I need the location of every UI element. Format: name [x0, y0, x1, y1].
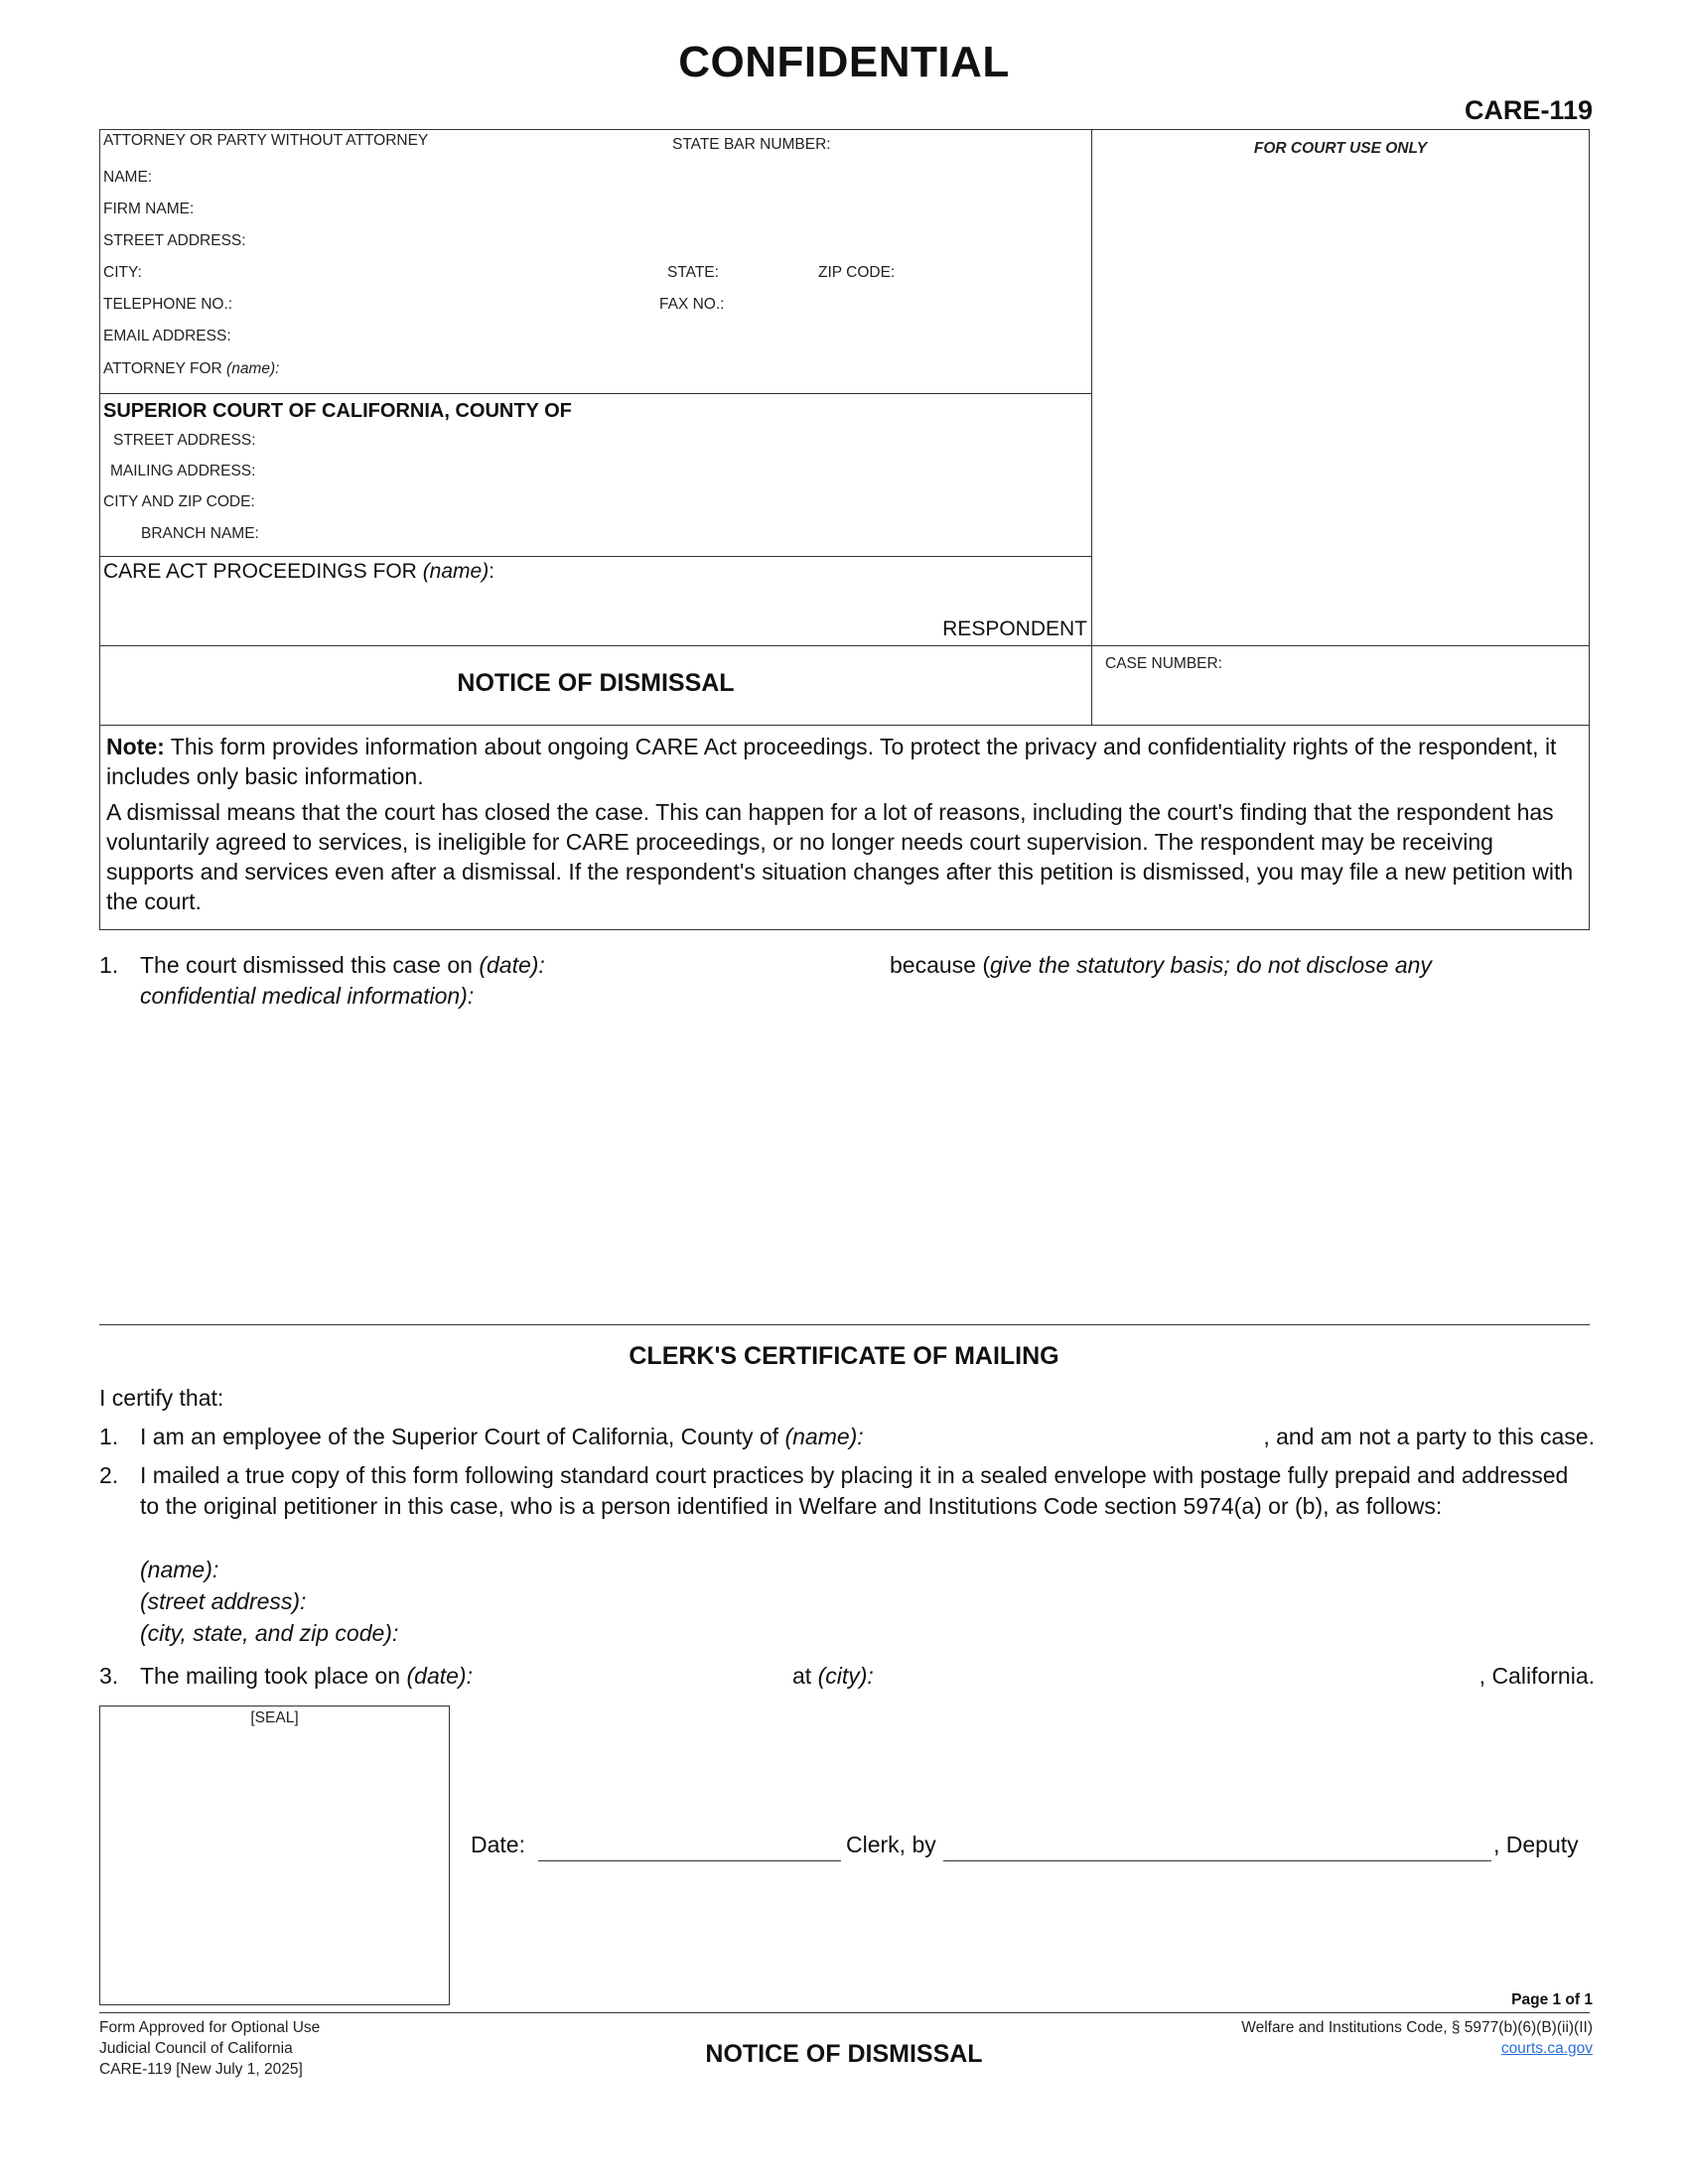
form-title: NOTICE OF DISMISSAL	[457, 669, 735, 697]
cert-item1-end: , and am not a party to this case.	[1263, 1424, 1595, 1449]
email-label: EMAIL ADDRESS:	[103, 328, 231, 344]
cert-item2-text: I mailed a true copy of this form following standard court practices by placing it in a sealed envelope with postage fully prepaid and addressed to the original petitioner in this case, who is a person identified in Welfare and Institutions Code section 5974(a) or (b), as follows:	[140, 1462, 1569, 1519]
confidential-heading: CONFIDENTIAL	[678, 38, 1010, 86]
court-proceedings-divider	[99, 556, 1092, 557]
attorney-name-label: NAME:	[103, 169, 153, 186]
note-box	[99, 726, 1590, 930]
footer-left-3: CARE-119 [New July 1, 2025]	[99, 2061, 303, 2078]
item1-because-hint: give the statutory basis; do not disclose any	[990, 952, 1432, 978]
attorney-street-label: STREET ADDRESS:	[103, 232, 246, 249]
courts-website-link[interactable]: courts.ca.gov	[1500, 2040, 1593, 2057]
item1-because-text: because (	[890, 952, 991, 978]
attorney-zip-label: ZIP CODE:	[818, 264, 896, 281]
proceedings-text: CARE ACT PROCEEDINGS FOR	[103, 560, 417, 583]
seal-label: [SEAL]	[250, 1709, 299, 1726]
footer-rule	[99, 2012, 1590, 2013]
cert-item2-name: (name):	[140, 1557, 219, 1582]
certify-line: I certify that:	[99, 1385, 224, 1411]
cert-item3-city-hint: (city):	[817, 1663, 874, 1689]
court-street-label: STREET ADDRESS:	[113, 432, 256, 449]
court-branch-label: BRANCH NAME:	[141, 525, 259, 542]
proceedings-name-hint: (name)	[422, 560, 490, 583]
court-mailing-label: MAILING ADDRESS:	[110, 463, 256, 479]
attorney-box-title: ATTORNEY OR PARTY WITHOUT ATTORNEY	[103, 132, 429, 149]
attorney-city-label: CITY:	[103, 264, 142, 281]
cert-item1-number: 1.	[99, 1424, 119, 1449]
item1-number: 1.	[99, 952, 119, 978]
note-paragraph-1	[106, 732, 1581, 791]
item1-because-hint-2: confidential medical information):	[140, 983, 475, 1009]
footer-right-1: Welfare and Institutions Code, § 5977(b)(6)(B)(ii)(II)	[1241, 2019, 1593, 2036]
deputy-label: , Deputy	[1493, 1832, 1579, 1857]
court-city-zip-label: CITY AND ZIP CODE:	[103, 493, 255, 510]
note-label: Note:	[106, 734, 165, 759]
item1-text	[140, 950, 545, 981]
cert-item3-number: 3.	[99, 1663, 119, 1689]
caption-box	[99, 129, 1590, 726]
title-row-divider	[99, 645, 1590, 646]
certificate-title: CLERK'S CERTIFICATE OF MAILING	[629, 1342, 1059, 1370]
firm-name-label: FIRM NAME:	[103, 201, 195, 217]
seal-box	[99, 1706, 450, 2005]
note-text-1: This form provides information about ongoing CARE Act proceedings. To protect the privacy and confidentiality rights of the respondent, it includes only basic information.	[106, 734, 1557, 789]
court-title: SUPERIOR COURT OF CALIFORNIA, COUNTY OF	[103, 400, 572, 422]
cert-item3-end: , California.	[1478, 1663, 1595, 1689]
item1-date-hint: (date):	[479, 952, 545, 978]
certificate-separator	[99, 1324, 1590, 1325]
court-use-only-label: FOR COURT USE ONLY	[1253, 140, 1428, 157]
cert-item3-main: The mailing took place on	[140, 1663, 401, 1689]
item1-because	[890, 950, 1432, 981]
footer-title: NOTICE OF DISMISSAL	[705, 2040, 983, 2068]
proceedings-label	[103, 560, 494, 584]
cert-item3-at	[792, 1661, 874, 1692]
note-paragraph-2: A dismissal means that the court has closed the case. This can happen for a lot of reasons, including the court's finding that the respondent has voluntarily agreed to services, is ineligible for CARE proceedings, or no longer needs court supervision. The respondent may be receiving supports and services even after a dismissal. If the respondent's situation changes after this petition is dismissed, you may file a new petition with the court.	[106, 799, 1574, 914]
cert-item3-text	[140, 1661, 473, 1692]
cert-item2-city: (city, state, and zip code):	[140, 1620, 399, 1646]
cert-item1-main: I am an employee of the Superior Court of California, County of	[140, 1424, 779, 1449]
proceedings-colon: :	[489, 560, 495, 583]
state-bar-label: STATE BAR NUMBER:	[672, 136, 831, 153]
item1-main: The court dismissed this case on	[140, 952, 473, 978]
case-number-label: CASE NUMBER:	[1105, 655, 1222, 672]
cert-item1-text	[140, 1422, 864, 1452]
cert-item1-hint: (name):	[784, 1424, 864, 1449]
footer-left-1: Form Approved for Optional Use	[99, 2019, 321, 2036]
cert-item2-number: 2.	[99, 1462, 119, 1488]
cert-item3-date-hint: (date):	[406, 1663, 473, 1689]
respondent-label: RESPONDENT	[942, 617, 1087, 640]
clerk-signature-line[interactable]	[943, 1860, 1491, 1861]
date-label: Date:	[471, 1832, 525, 1857]
attorney-for-label	[103, 360, 279, 378]
form-id: CARE-119	[1464, 95, 1593, 125]
clerk-by-label: Clerk, by	[846, 1832, 936, 1857]
date-signature-line[interactable]	[538, 1860, 841, 1861]
cert-item3-at-text: at	[792, 1663, 812, 1689]
telephone-label: TELEPHONE NO.:	[103, 296, 233, 313]
page-number: Page 1 of 1	[1511, 1991, 1593, 2008]
footer-left-2: Judicial Council of California	[99, 2040, 293, 2057]
cert-item2-street: (street address):	[140, 1588, 307, 1614]
attorney-court-divider	[99, 393, 1092, 394]
caption-divider-vertical	[1091, 129, 1092, 726]
fax-label: FAX NO.:	[659, 296, 725, 313]
attorney-for-name-hint: (name):	[226, 360, 280, 377]
attorney-for-text: ATTORNEY FOR	[103, 360, 222, 377]
attorney-state-label: STATE:	[667, 264, 719, 281]
